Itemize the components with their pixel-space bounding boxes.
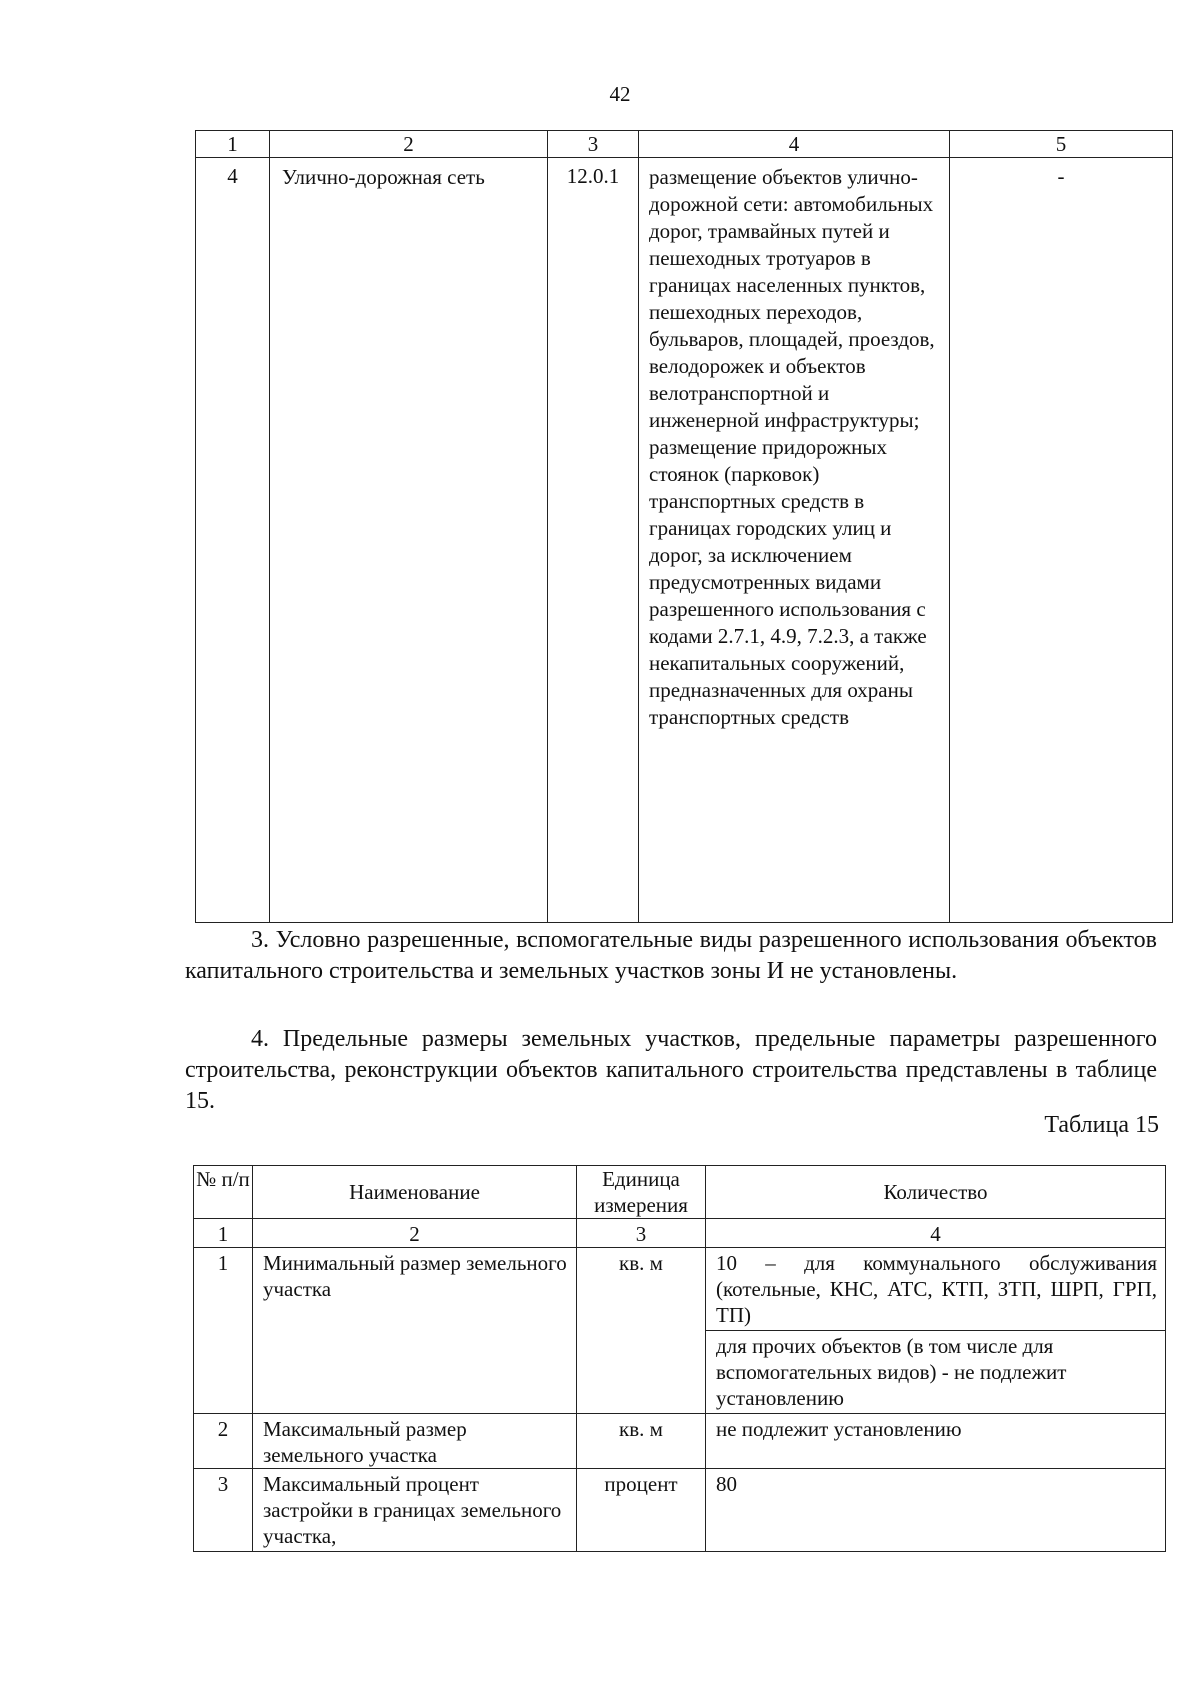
row-number: 4 bbox=[196, 158, 270, 923]
row-number: 1 bbox=[194, 1248, 253, 1414]
land-use-code: 12.0.1 bbox=[548, 158, 639, 923]
column-number-row bbox=[194, 1219, 1166, 1248]
land-use-description: размещение объектов улично-дорожной сети: автомобильных дорог, трамвайных путей и пешеходных тротуаров в границах населенных пунктов, пешеходных переходов, бульваров, площадей, проездов, велодорожек и объектов велотранспортной и инженерной инфраструктуры; размещение придорожных стоянок (парковок) транспортных средств в границах городских улиц и дорог, за исключением предусмотренных видами разрешенного использования с кодами 2.7.1, 4.9, 7.2.3, а также некапитальных сооружений, предназначенных для охраны транспортных средств bbox=[639, 158, 950, 923]
column-number: 1 bbox=[196, 131, 270, 158]
paragraph-3: 3. Условно разрешенные, вспомогательные виды разрешенного использования объектов капитального строительства и земельных участков зоны И не установлены. bbox=[185, 927, 1157, 984]
row-name: Максимальный размер земельного участка bbox=[253, 1414, 577, 1469]
row-quantity: 10 – для коммунального обслуживания (котельные, КНС, АТС, КТП, ЗТП, ШРП, ГРП, ТП) bbox=[706, 1248, 1166, 1331]
column-number: 3 bbox=[548, 131, 639, 158]
table-row bbox=[196, 158, 1173, 923]
column-number: 1 bbox=[194, 1219, 253, 1248]
header-unit: Единица измерения bbox=[577, 1166, 706, 1219]
table-15 bbox=[193, 1165, 1166, 1552]
land-use-name: Улично-дорожная сеть bbox=[270, 158, 548, 923]
table-row bbox=[194, 1414, 1166, 1469]
column-number: 2 bbox=[270, 131, 548, 158]
row-number: 2 bbox=[194, 1414, 253, 1469]
row-unit: кв. м bbox=[577, 1248, 706, 1414]
header-quantity: Количество bbox=[706, 1166, 1166, 1219]
row-quantity: 80 bbox=[706, 1469, 1166, 1552]
paragraph-4: 4. Предельные размеры земельных участков, предельные параметры разрешенного строительства, реконструкции объектов капитального строительства представлены в таблице 15. bbox=[185, 1026, 1157, 1114]
column-number: 5 bbox=[950, 131, 1173, 158]
table-row bbox=[194, 1248, 1166, 1331]
land-use-column-5: - bbox=[950, 158, 1173, 923]
column-number-row bbox=[196, 131, 1173, 158]
header-name: Наименование bbox=[253, 1166, 577, 1219]
header-num: № п/п bbox=[194, 1166, 253, 1219]
land-use-table bbox=[195, 130, 1173, 923]
column-number: 2 bbox=[253, 1219, 577, 1248]
row-number: 3 bbox=[194, 1469, 253, 1552]
row-quantity: для прочих объектов (в том числе для вспомогательных видов) - не подлежит установлению bbox=[706, 1331, 1166, 1414]
row-name: Минимальный размер земельного участка bbox=[253, 1248, 577, 1414]
column-number: 4 bbox=[706, 1219, 1166, 1248]
column-number: 3 bbox=[577, 1219, 706, 1248]
row-quantity: не подлежит установлению bbox=[706, 1414, 1166, 1469]
row-unit: кв. м bbox=[577, 1414, 706, 1469]
header-row bbox=[194, 1166, 1166, 1219]
row-name: Максимальный процент застройки в границах земельного участка, bbox=[253, 1469, 577, 1552]
table-row bbox=[194, 1469, 1166, 1552]
column-number: 4 bbox=[639, 131, 950, 158]
page-number: 42 bbox=[609, 82, 631, 106]
row-unit: процент bbox=[577, 1469, 706, 1552]
table-caption: Таблица 15 bbox=[1044, 1112, 1159, 1138]
